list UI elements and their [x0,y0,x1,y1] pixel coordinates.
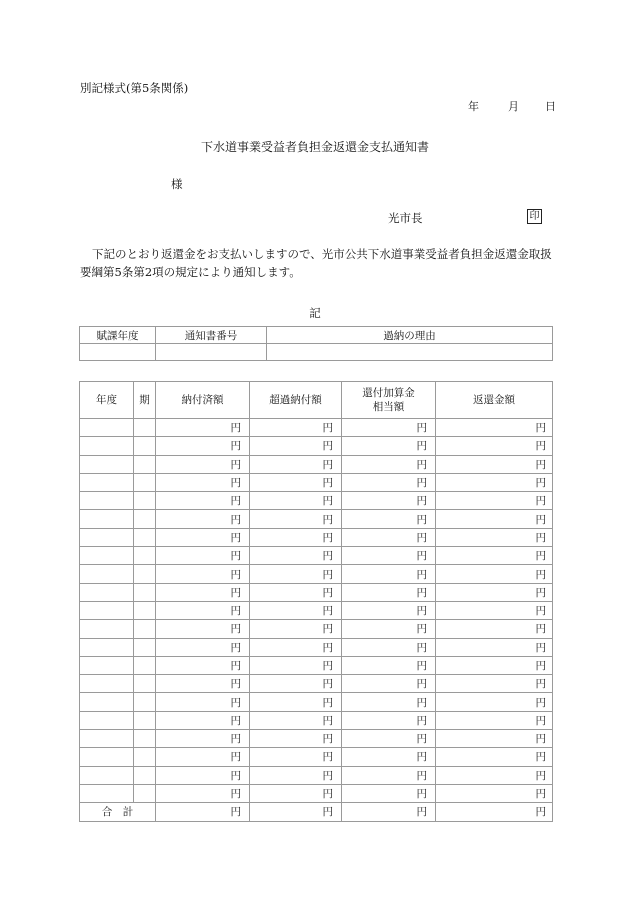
document-title: 下水道事業受益者負担金返還金支払通知書 [200,140,429,154]
refund-yen-cell: 円 [436,675,553,693]
notice-body-text: 下記のとおり返還金をお支払いしますので、光市公共下水道事業受益者負担金返還金取扱要綱第5条第2項の規定により通知します。 [80,247,552,279]
header-year: 年度 [80,382,134,419]
header-paid-amount: 納付済額 [156,382,250,419]
interest-yen-cell: 円 [342,601,436,619]
paid-yen-cell: 円 [156,583,250,601]
refund-table-row [80,455,553,473]
overpaid-yen-cell: 円 [250,455,342,473]
interest-yen-cell: 円 [342,455,436,473]
period-cell [134,766,156,784]
interest-yen-cell: 円 [342,492,436,510]
paid-yen-cell: 円 [156,437,250,455]
refund-yen-cell: 円 [436,601,553,619]
refund-table-row [80,601,553,619]
paid-yen-cell: 円 [156,638,250,656]
period-cell [134,528,156,546]
paid-yen-cell: 円 [156,730,250,748]
refund-table-row [80,547,553,565]
period-cell [134,675,156,693]
refund-table-header-row [80,382,553,419]
year-cell [80,784,134,802]
refund-table-row [80,748,553,766]
header-refund-amount: 返還金額 [436,382,553,419]
issuer-name: 光市長 [388,211,423,225]
refund-yen-cell: 円 [436,620,553,638]
interest-yen-cell: 円 [342,583,436,601]
paid-yen-cell: 円 [156,620,250,638]
interest-yen-cell: 円 [342,656,436,674]
overpaid-yen-cell: 円 [250,601,342,619]
refund-table-row [80,656,553,674]
paid-yen-cell: 円 [156,565,250,583]
refund-yen-cell: 円 [436,583,553,601]
refund-table-row [80,583,553,601]
interest-yen-cell: 円 [342,473,436,491]
refund-table-row [80,693,553,711]
overpaid-yen-cell: 円 [250,656,342,674]
year-cell [80,638,134,656]
interest-yen-cell: 円 [342,766,436,784]
addressee-suffix: 様 [171,177,183,191]
year-cell [80,528,134,546]
period-cell [134,437,156,455]
paid-yen-cell: 円 [156,693,250,711]
year-cell [80,766,134,784]
period-cell [134,620,156,638]
notice-number-cell [156,344,267,361]
header-period: 期 [134,382,156,419]
overpaid-yen-cell: 円 [250,711,342,729]
refund-table-row [80,675,553,693]
date-day: 日 [545,100,556,113]
interest-yen-cell: 円 [342,675,436,693]
interest-yen-cell: 円 [342,419,436,437]
overpaid-yen-cell: 円 [250,510,342,528]
overpaid-yen-cell: 円 [250,437,342,455]
refund-yen-cell: 円 [436,730,553,748]
period-cell [134,547,156,565]
interest-yen-cell: 円 [342,730,436,748]
overpaid-yen-cell: 円 [250,766,342,784]
refund-table-row [80,419,553,437]
refund-yen-cell: 円 [436,528,553,546]
refund-table-row [80,510,553,528]
period-cell [134,455,156,473]
period-cell [134,601,156,619]
paid-yen-cell: 円 [156,492,250,510]
year-cell [80,583,134,601]
period-cell [134,656,156,674]
period-cell [134,565,156,583]
paid-yen-cell: 円 [156,510,250,528]
paid-yen-cell: 円 [156,601,250,619]
refund-table-row [80,766,553,784]
header-overpaid-amount: 超過納付額 [250,382,342,419]
refund-yen-cell: 円 [436,693,553,711]
date-year: 年 [468,100,479,113]
total-label: 合 計 [80,803,156,821]
refund-table-row [80,620,553,638]
period-cell [134,583,156,601]
year-cell [80,748,134,766]
overpayment-reason-cell [267,344,553,361]
overpaid-yen-cell: 円 [250,492,342,510]
refund-yen-cell: 円 [436,656,553,674]
refund-table-row [80,492,553,510]
refund-yen-cell: 円 [436,748,553,766]
overpaid-yen-cell: 円 [250,565,342,583]
overpaid-yen-cell: 円 [250,675,342,693]
period-cell [134,419,156,437]
ki-heading: 記 [309,306,321,320]
header-notice-number: 通知書番号 [156,327,267,344]
refund-yen-cell: 円 [436,473,553,491]
interest-yen-cell: 円 [342,510,436,528]
year-cell [80,601,134,619]
refund-yen-cell: 円 [436,565,553,583]
year-cell [80,675,134,693]
year-cell [80,565,134,583]
refund-table-row [80,528,553,546]
year-cell [80,455,134,473]
overpaid-yen-cell: 円 [250,748,342,766]
overpaid-yen-cell: 円 [250,803,342,821]
paid-yen-cell: 円 [156,711,250,729]
period-cell [134,492,156,510]
paid-yen-cell: 円 [156,419,250,437]
refund-table-row [80,711,553,729]
overpaid-yen-cell: 円 [250,473,342,491]
header-overpayment-reason: 過納の理由 [267,327,553,344]
overpaid-yen-cell: 円 [250,583,342,601]
year-cell [80,510,134,528]
year-cell [80,656,134,674]
refund-table-row [80,638,553,656]
assessment-year-cell [80,344,156,361]
interest-yen-cell: 円 [342,528,436,546]
interest-yen-cell: 円 [342,693,436,711]
period-cell [134,784,156,802]
refund-total-row [80,803,553,821]
period-cell [134,711,156,729]
paid-yen-cell: 円 [156,748,250,766]
period-cell [134,748,156,766]
refund-table-row [80,437,553,455]
date-line [468,98,556,114]
year-cell [80,693,134,711]
paid-yen-cell: 円 [156,455,250,473]
overpaid-yen-cell: 円 [250,620,342,638]
refund-yen-cell: 円 [436,437,553,455]
interest-yen-cell: 円 [342,437,436,455]
overpaid-yen-cell: 円 [250,730,342,748]
interest-yen-cell: 円 [342,711,436,729]
refund-amount-table [79,381,553,822]
period-cell [134,473,156,491]
assessment-info-table [79,326,553,361]
header-assessment-year: 賦課年度 [80,327,156,344]
year-cell [80,492,134,510]
interest-yen-cell: 円 [342,803,436,821]
year-cell [80,620,134,638]
info-table-empty-row [80,344,553,361]
refund-yen-cell: 円 [436,419,553,437]
refund-yen-cell: 円 [436,784,553,802]
period-cell [134,693,156,711]
year-cell [80,419,134,437]
header-refund-interest [342,382,436,419]
header-refund-interest-line1: 還付加算金 [362,387,415,399]
year-cell [80,711,134,729]
overpaid-yen-cell: 円 [250,547,342,565]
paid-yen-cell: 円 [156,528,250,546]
paid-yen-cell: 円 [156,784,250,802]
overpaid-yen-cell: 円 [250,784,342,802]
paid-yen-cell: 円 [156,656,250,674]
header-refund-interest-line2: 相当額 [372,401,405,413]
seal-mark: 印 [527,209,542,224]
refund-yen-cell: 円 [436,711,553,729]
interest-yen-cell: 円 [342,565,436,583]
refund-table-row [80,730,553,748]
refund-yen-cell: 円 [436,766,553,784]
interest-yen-cell: 円 [342,748,436,766]
refund-table-row [80,565,553,583]
year-cell [80,437,134,455]
refund-table-row [80,784,553,802]
refund-table-row [80,473,553,491]
paid-yen-cell: 円 [156,473,250,491]
overpaid-yen-cell: 円 [250,419,342,437]
refund-yen-cell: 円 [436,547,553,565]
overpaid-yen-cell: 円 [250,528,342,546]
interest-yen-cell: 円 [342,638,436,656]
refund-yen-cell: 円 [436,638,553,656]
interest-yen-cell: 円 [342,620,436,638]
paid-yen-cell: 円 [156,675,250,693]
date-month: 月 [508,100,519,113]
interest-yen-cell: 円 [342,784,436,802]
paid-yen-cell: 円 [156,766,250,784]
year-cell [80,473,134,491]
paid-yen-cell: 円 [156,547,250,565]
info-table-header-row [80,327,553,344]
interest-yen-cell: 円 [342,547,436,565]
period-cell [134,730,156,748]
period-cell [134,510,156,528]
period-cell [134,638,156,656]
paid-yen-cell: 円 [156,803,250,821]
refund-yen-cell: 円 [436,492,553,510]
refund-yen-cell: 円 [436,510,553,528]
refund-yen-cell: 円 [436,455,553,473]
overpaid-yen-cell: 円 [250,693,342,711]
refund-yen-cell: 円 [436,803,553,821]
year-cell [80,730,134,748]
form-label: 別記様式(第5条関係) [80,81,189,95]
overpaid-yen-cell: 円 [250,638,342,656]
year-cell [80,547,134,565]
